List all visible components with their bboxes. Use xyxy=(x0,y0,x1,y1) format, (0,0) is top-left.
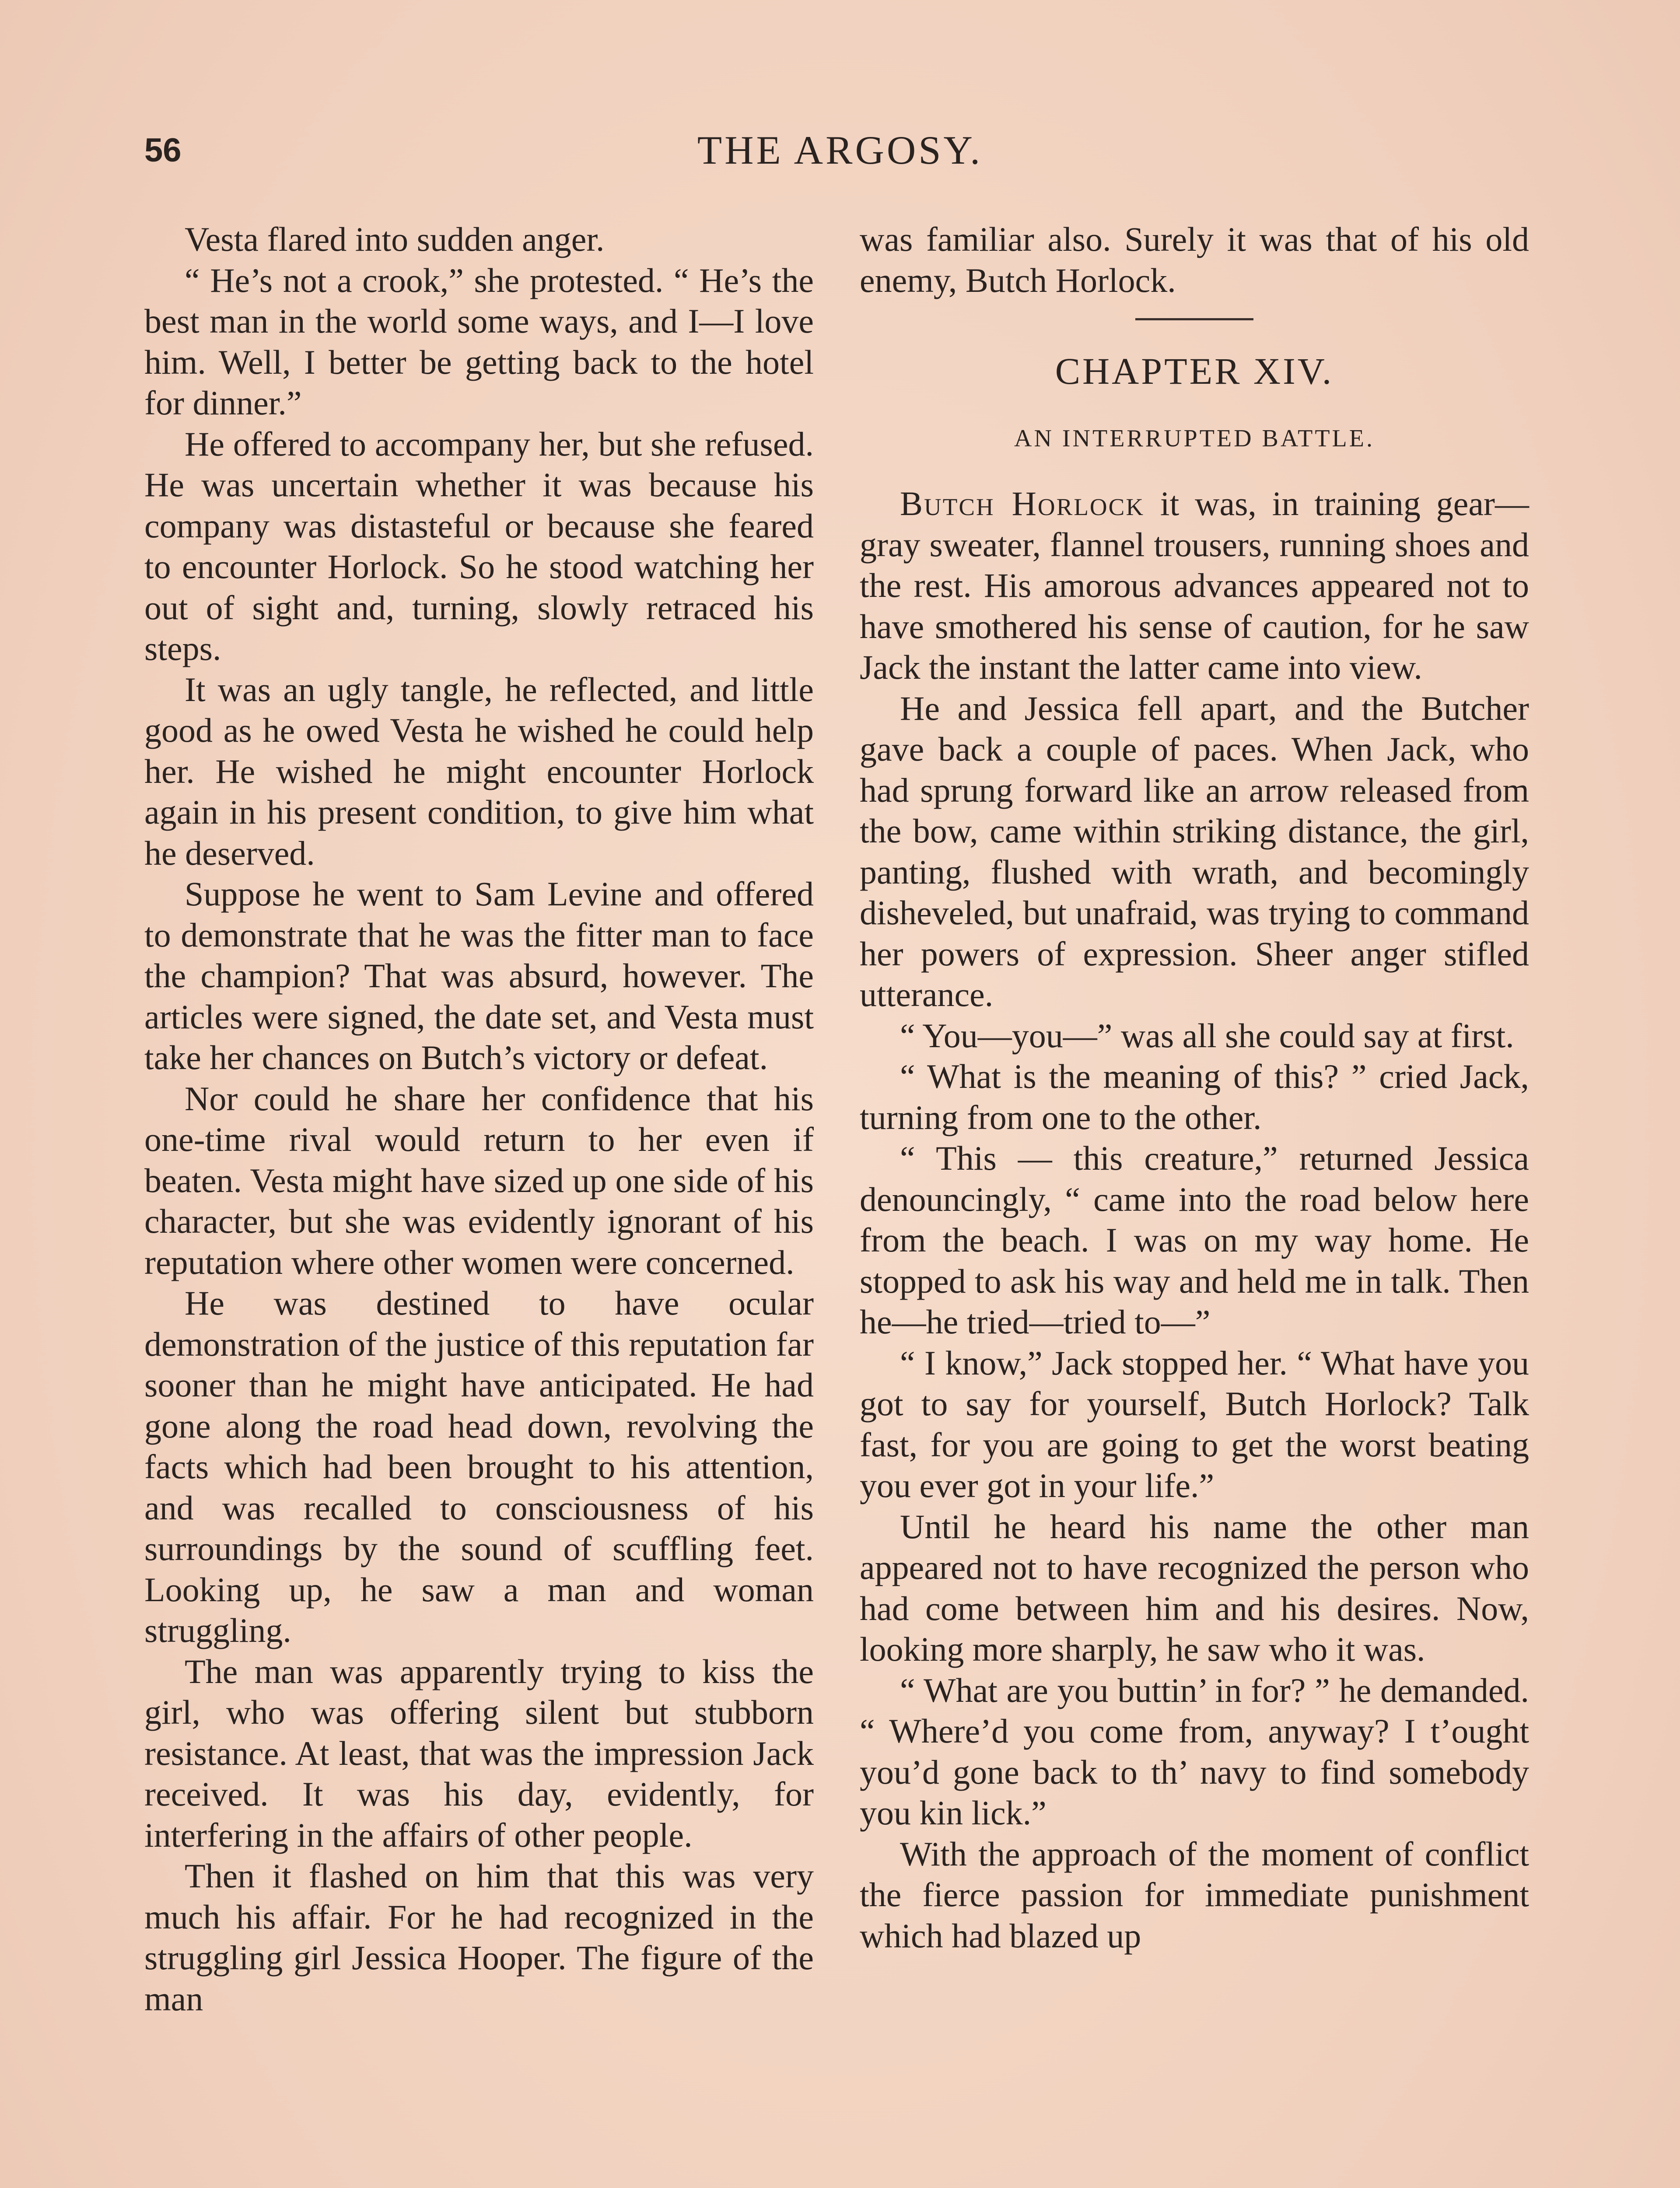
page-number: 56 xyxy=(144,132,182,169)
paragraph: He and Jessica fell apart, and the Butcher gave back a couple of paces. When Jack, who had sprung forward like an arrow released from the bow, came within striking distance, the girl, panting, flushed with wrath, and becomingly disheveled, but unafraid, was trying to command her powers of expression. Sheer anger stifled utterance. xyxy=(860,689,1529,1013)
paragraph: “ I know,” Jack stopped her. “ What have you got to say for yourself, Butch Horlock? Talk fast, for you are going to get the worst beating you ever got in your life.” xyxy=(860,1343,1529,1504)
paragraph: Until he heard his name the other man appeared not to have recognized the person who had come between him and his desires. Now, looking more sharply, he saw who it was. xyxy=(860,1507,1529,1668)
paragraph: Nor could he share her confidence that his one-time rival would return to her even if beaten. Vesta might have sized up one side of his character, but she was evidently ignorant of his reputation where other women were concerned. xyxy=(144,1079,814,1281)
chapter-subtitle: AN INTERRUPTED BATTLE. xyxy=(1014,424,1375,452)
paragraph: “ What is the meaning of this? ” cried Jack, turning from one to the other. xyxy=(860,1057,1529,1136)
left-column xyxy=(144,219,814,2019)
opening-text: it was, in training gear—gray sweater, flannel trousers, running shoes and the rest. His amorous advances appeared not to have smothered his sense of caution, for he saw Jack the instant the latter came into view. xyxy=(860,484,1529,686)
paragraph: Then it flashed on him that this was very much his affair. For he had recognized in the struggling girl Jessica Hooper. The figure of the man xyxy=(144,1857,814,2018)
running-head: THE ARGOSY. xyxy=(697,128,983,172)
page-header xyxy=(144,127,1536,188)
section-divider xyxy=(1135,318,1253,320)
paragraph: The man was apparently trying to kiss the girl, who was offering silent but stubborn resistance. At least, that was the impression Jack received. It was his day, evidently, for interfering in the affairs of other people. xyxy=(144,1652,814,1854)
paragraph: “ You—you—” was all she could say at first. xyxy=(900,1016,1514,1055)
opening-smallcaps: Butch Horlock xyxy=(900,484,1145,522)
paragraph: “ What are you buttin’ in for? ” he demanded. “ Where’d you come from, anyway? I t’ought you’d gone back to th’ navy to find somebody you kin lick.” xyxy=(860,1671,1529,1832)
paragraph: He offered to accompany her, but she refused. He was uncertain whether it was because his company was distasteful or because she feared to encounter Horlock. So he stood watching her out of sight and, turning, slowly retraced his steps. xyxy=(144,424,814,667)
paragraph: It was an ugly tangle, he reflected, and little good as he owed Vesta he wished he could help her. He wished he might encounter Horlock again in his present condition, to give him what he deserved. xyxy=(144,670,814,872)
paragraph: “ He’s not a crook,” she protested. “ He’s the best man in the world some ways, and I—I love him. Well, I better be getting back to the hotel for dinner.” xyxy=(144,261,814,422)
chapter-title: CHAPTER XIV. xyxy=(1055,350,1334,392)
paragraph: “ This — this creature,” returned Jessica denouncingly, “ came into the road below here from the beach. I was on my way home. He stopped to ask his way and held me in talk. Then he—he tried—tried to—” xyxy=(860,1139,1529,1341)
paragraph: Vesta flared into sudden anger. xyxy=(185,220,605,258)
chapter-opening-paragraph xyxy=(860,483,1529,688)
paragraph: Suppose he went to Sam Levine and offered to demonstrate that he was the fitter man to face the champion? That was absurd, however. The articles were signed, the date set, and Vesta must take her chances on Butch’s victory or defeat. xyxy=(144,875,814,1076)
paragraph: With the approach of the moment of conflict the fierce passion for immediate punishment which had blazed up xyxy=(860,1834,1529,1955)
paragraph: He was destined to have ocular demonstration of the justice of this reputation far sooner than he might have anticipated. He had gone along the road head down, revolving the facts which had been brought to his attention, and was recalled to consciousness of his surroundings by the sound of scuffling feet. Looking up, he saw a man and woman struggling. xyxy=(144,1284,814,1649)
right-column xyxy=(860,219,1529,1956)
continued-paragraph: was familiar also. Surely it was that of his old enemy, Butch Horlock. xyxy=(860,220,1529,299)
